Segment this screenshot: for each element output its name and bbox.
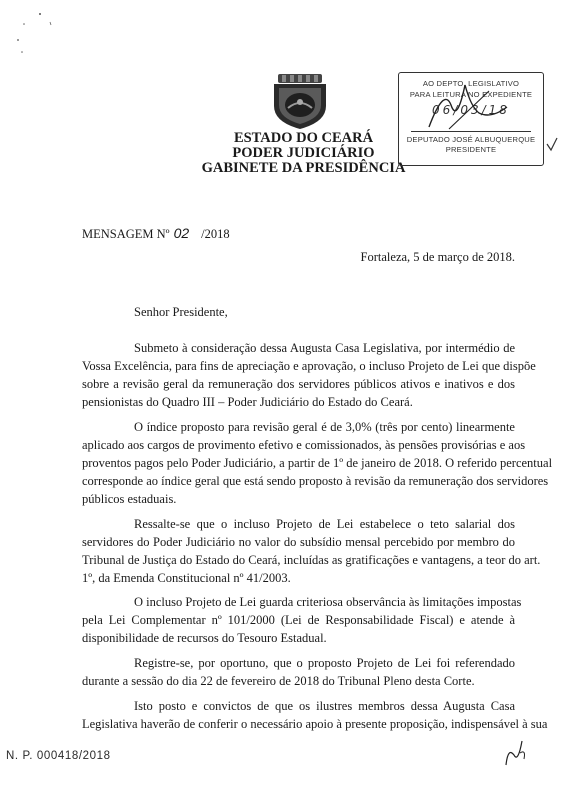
coat-of-arms-crest-icon bbox=[270, 72, 330, 130]
paragraph-4 bbox=[82, 593, 522, 647]
paragraph-1 bbox=[82, 339, 536, 411]
stamp-line-4: PRESIDENTE bbox=[445, 145, 497, 154]
paragraph-line: O incluso Projeto de Lei guarda criteriosa observância às limitações impostas bbox=[134, 595, 522, 609]
paragraph-line: pensionistas do Quadro III – Poder Judiciário do Estado do Ceará. bbox=[82, 395, 413, 409]
paragraph-2 bbox=[82, 418, 553, 508]
paragraph-line: corresponde ao índice geral que está sendo proposto à revisão da remuneração dos servidores bbox=[82, 474, 549, 488]
paragraph-line: O índice proposto para revisão geral é de 3,0% (três por cento) linearmente bbox=[134, 420, 515, 434]
stamp-signature-icon bbox=[419, 77, 519, 137]
paragraph-6 bbox=[82, 697, 548, 733]
reception-stamp bbox=[398, 72, 544, 166]
date-line: Fortaleza, 5 de março de 2018. bbox=[360, 250, 515, 264]
salutation: Senhor Presidente, bbox=[134, 305, 228, 319]
stamp-line-1: AO DEPTO. LEGISLATIVO bbox=[422, 79, 520, 88]
paragraph-line: proventos pagos pelo Poder Judiciário, a partir de 1º de janeiro de 2018. O referido percentual bbox=[82, 456, 553, 470]
header-office: GABINETE DA PRESIDÊNCIA bbox=[201, 160, 406, 176]
paragraph-line: 1º, da Emenda Constitucional nº 41/2003. bbox=[82, 571, 291, 585]
message-number bbox=[82, 225, 230, 242]
paragraph-line: Isto posto e convictos de que os ilustres membros dessa Augusta Casa bbox=[134, 699, 515, 713]
stamp-date: 06/03/18 bbox=[432, 103, 510, 117]
paragraph-3 bbox=[82, 515, 541, 587]
paragraph-line: disponibilidade de recursos do Tesouro Estadual. bbox=[82, 631, 327, 645]
footer-protocol-note: N. P. 000418/2018 bbox=[6, 750, 111, 762]
message-year: /2018 bbox=[201, 227, 230, 241]
header-state: ESTADO DO CEARÁ bbox=[233, 130, 374, 146]
message-prefix: MENSAGEM Nº bbox=[82, 227, 170, 241]
paragraph-line: Ressalte-se que o incluso Projeto de Lei estabelece o teto salarial dos bbox=[134, 517, 515, 531]
stamp-line-2: PARA LEITURA NO EXPEDIENTE bbox=[409, 90, 533, 99]
scan-marks-icon bbox=[10, 10, 60, 60]
paragraph-line: pela Lei Complementar nº 101/2000 (Lei de Responsabilidade Fiscal) e atende à bbox=[82, 613, 515, 627]
paragraph-line: aplicado aos cargos de provimento efetivo e comissionados, às pensões provisórias e aos bbox=[82, 438, 526, 452]
paragraph-line: públicos estaduais. bbox=[82, 492, 177, 506]
stamp-line-3: DEPUTADO JOSÉ ALBUQUERQUE bbox=[406, 135, 536, 144]
paragraph-line: sobre a revisão geral da remuneração dos servidores públicos ativos e inativos e dos bbox=[82, 377, 515, 391]
paragraph-line: Tribunal de Justiça do Estado do Ceará, incluídas as gratificações e vantagens, a teor do art. bbox=[82, 553, 541, 567]
paragraph-line: Registre-se, por oportuno, que o proposto Projeto de Lei foi referendado bbox=[134, 656, 515, 670]
paragraph-line: Vossa Excelência, para fins de apreciação e aprovação, o incluso Projeto de Lei que dispõe bbox=[82, 359, 536, 373]
paragraph-line: servidores do Poder Judiciário no valor do subsídio mensal percebido por membro do bbox=[82, 535, 515, 549]
initials-signature-icon bbox=[500, 735, 530, 769]
message-handwritten-number: 02 bbox=[173, 225, 190, 241]
header-power: PODER JUDICIÁRIO bbox=[232, 145, 375, 161]
paragraph-line: Legislativa haverão de conferir o necessário apoio à presente proposição, indispensável à sua bbox=[82, 717, 548, 731]
paragraph-line: durante a sessão do dia 22 de fevereiro de 2018 do Tribunal Pleno desta Corte. bbox=[82, 674, 475, 688]
check-mark-icon bbox=[545, 136, 559, 152]
paragraph-line: Submeto à consideração dessa Augusta Casa Legislativa, por intermédio de bbox=[134, 341, 515, 355]
paragraph-5 bbox=[82, 654, 515, 690]
